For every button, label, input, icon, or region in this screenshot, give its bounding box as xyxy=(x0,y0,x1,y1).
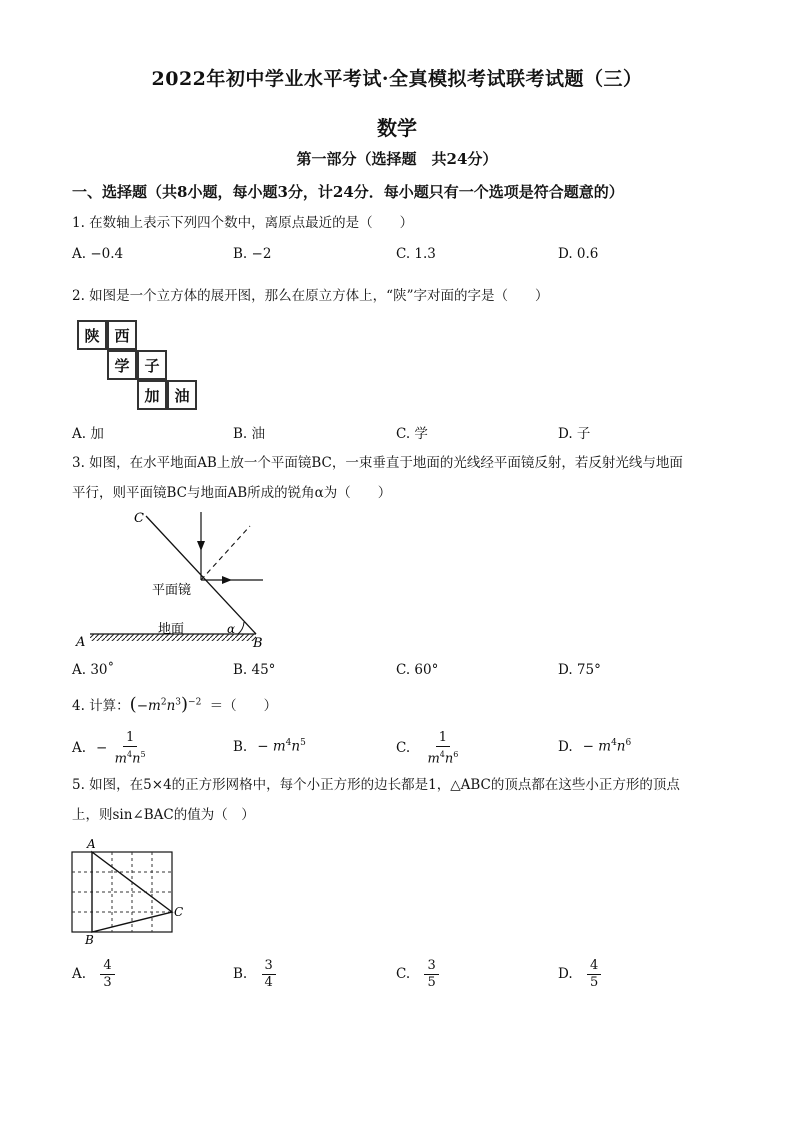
q4-option-a-den-m-exp: 4 xyxy=(126,750,133,759)
q5-option-c[interactable] xyxy=(396,958,439,991)
q1-option-d[interactable]: D. 0.6 xyxy=(558,246,599,262)
q4-option-a-num: 1 xyxy=(123,730,137,747)
q5-option-d-num: 4 xyxy=(587,958,601,975)
q5-option-a[interactable] xyxy=(72,958,115,991)
q4-option-d-letter: D. xyxy=(558,738,573,755)
q5-option-a-den: 3 xyxy=(103,975,112,990)
q3-option-b[interactable]: B. 45° xyxy=(233,662,276,678)
q4-option-b[interactable] xyxy=(233,738,306,755)
q3-option-c[interactable]: C. 60° xyxy=(396,662,439,678)
q4-option-d-m-exp: 4 xyxy=(611,738,617,748)
q4-option-d-m: m xyxy=(598,738,612,755)
q4-option-b-letter: B. xyxy=(233,738,248,755)
label-b: B xyxy=(85,933,94,947)
q4-option-a-den-n-exp: 5 xyxy=(140,750,146,759)
reflected-arrow-icon xyxy=(222,576,232,584)
q5-option-c-fraction xyxy=(424,958,438,991)
q4-option-d[interactable] xyxy=(558,738,631,755)
q4-option-b-n: n xyxy=(291,738,301,755)
q5-option-b-den: 4 xyxy=(264,975,273,990)
q4-option-b-m: m xyxy=(272,738,286,755)
q4-stem-suffix: ＝（ ） xyxy=(209,698,278,714)
q1-option-b[interactable]: B. −2 xyxy=(233,246,272,262)
q4-outer-exp: −2 xyxy=(188,697,202,708)
q4-option-d-sign: − xyxy=(582,738,594,755)
cube-face-xi: 西 xyxy=(107,320,137,350)
q4-option-c-den-m-exp: 4 xyxy=(439,750,445,759)
q4-option-c-den-n: n xyxy=(444,751,454,767)
q4-base-m: m xyxy=(148,698,161,714)
q2-option-b[interactable]: B. 油 xyxy=(233,426,266,442)
q5-option-d-fraction xyxy=(587,958,601,991)
q4-option-c[interactable] xyxy=(396,730,461,767)
cube-face-jia: 加 xyxy=(137,380,167,410)
q4-option-a-den xyxy=(112,747,149,767)
subject-title: 数学 xyxy=(377,116,417,140)
q4-stem-prefix: 4. 计算： xyxy=(72,698,130,714)
q5-stem-line2: 上，则sin∠BAC的值为（ ） xyxy=(72,807,255,823)
q1-stem: 1. 在数轴上表示下列四个数中，离原点最近的是（ ） xyxy=(72,215,414,231)
q4-neg: − xyxy=(136,698,149,714)
q5-option-a-letter: A. xyxy=(72,966,87,982)
q5-option-d-letter: D. xyxy=(558,966,573,982)
q1-option-c[interactable]: C. 1.3 xyxy=(396,246,436,262)
normal-dashed-line xyxy=(201,526,250,580)
label-alpha: α xyxy=(227,622,236,636)
cube-net-figure xyxy=(77,320,207,410)
label-b: B xyxy=(253,636,263,650)
cube-face-zi: 子 xyxy=(137,350,167,380)
q5-option-c-letter: C. xyxy=(396,966,411,982)
q4-option-a[interactable] xyxy=(72,730,149,767)
alpha-arc xyxy=(238,622,244,634)
q2-option-a[interactable]: A. 加 xyxy=(72,426,104,442)
q4-option-c-den xyxy=(424,747,461,767)
q4-option-d-n: n xyxy=(616,738,626,755)
q4-option-a-letter: A. xyxy=(72,740,87,757)
q4-paren-open: ( xyxy=(129,694,137,715)
q4-option-c-den-n-exp: 6 xyxy=(453,750,459,759)
q3-option-a[interactable]: A. 30˚ xyxy=(72,662,115,678)
q4-option-a-den-m: m xyxy=(114,751,127,767)
q4-option-b-sign: − xyxy=(257,738,269,755)
q4-stem xyxy=(72,694,277,715)
q1-option-a[interactable]: A. −0.4 xyxy=(72,246,124,262)
q4-option-b-m-exp: 4 xyxy=(285,738,292,748)
cube-face-you: 油 xyxy=(167,380,197,410)
grid-triangle-figure xyxy=(70,836,190,948)
q4-option-a-fraction xyxy=(112,730,149,767)
label-mirror: 平面镜 xyxy=(152,583,192,598)
q4-option-b-n-exp: 5 xyxy=(300,738,306,748)
q4-option-d-n-exp: 6 xyxy=(625,738,632,748)
q5-option-a-num: 4 xyxy=(100,958,114,975)
q3-stem-line1: 3. 如图，在水平地面AB上放一个平面镜BC，一束垂直于地面的光线经平面镜反射，若反射光线与地面 xyxy=(72,455,683,471)
q5-option-b-letter: B. xyxy=(233,966,248,982)
grid-lines xyxy=(72,852,172,932)
q4-paren-close: ) xyxy=(181,694,189,715)
q5-option-a-fraction xyxy=(100,958,114,991)
q4-option-c-num: 1 xyxy=(436,730,450,747)
q4-option-a-sign: − xyxy=(96,740,108,757)
q4-exp-n: 3 xyxy=(175,697,181,708)
cube-face-xue: 学 xyxy=(107,350,137,380)
q5-option-b-num: 3 xyxy=(262,958,276,975)
incident-arrow-icon xyxy=(197,541,205,551)
q3-option-d[interactable]: D. 75° xyxy=(558,662,601,678)
label-a: A xyxy=(76,635,86,650)
q4-option-c-fraction xyxy=(424,730,461,767)
q4-option-c-den-m: m xyxy=(427,751,440,767)
label-c: C xyxy=(174,905,184,919)
q5-stem-line1: 5. 如图，在5×4的正方形网格中，每个小正方形的边长都是1，△ABC的顶点都在这些小正方形的顶点 xyxy=(72,777,680,793)
label-a: A xyxy=(87,837,96,851)
q5-option-c-den: 5 xyxy=(427,975,436,990)
q4-option-a-den-n: n xyxy=(132,751,141,767)
q2-stem: 2. 如图是一个立方体的展开图，那么在原立方体上，“陕”字对面的字是（ ） xyxy=(72,288,549,304)
label-ground: 地面 xyxy=(158,622,185,637)
exam-title: 2022年初中学业水平考试·全真模拟考试联考试题（三） xyxy=(151,68,643,90)
cube-face-shaan: 陕 xyxy=(77,320,107,350)
q5-option-b[interactable] xyxy=(233,958,276,991)
q5-option-b-fraction xyxy=(262,958,276,991)
q5-option-d[interactable] xyxy=(558,958,601,991)
q3-stem-line2: 平行，则平面镜BC与地面AB所成的锐角α为（ ） xyxy=(72,485,392,501)
q5-option-d-den: 5 xyxy=(589,975,599,990)
part-title: 第一部分（选择题 共24分） xyxy=(296,150,498,168)
q4-option-c-letter: C. xyxy=(396,740,411,757)
q4-exp-m: 2 xyxy=(160,697,167,708)
label-c: C xyxy=(134,511,144,526)
q2-option-c[interactable]: C. 学 xyxy=(396,426,428,442)
q4-base-n: n xyxy=(166,698,176,714)
section-heading: 一、选择题（共8小题，每小题3分，计24分．每小题只有一个选项是符合题意的） xyxy=(72,183,624,201)
q2-option-d[interactable]: D. 子 xyxy=(558,426,591,442)
mirror-reflection-figure xyxy=(70,508,270,650)
q5-option-c-num: 3 xyxy=(424,958,438,975)
